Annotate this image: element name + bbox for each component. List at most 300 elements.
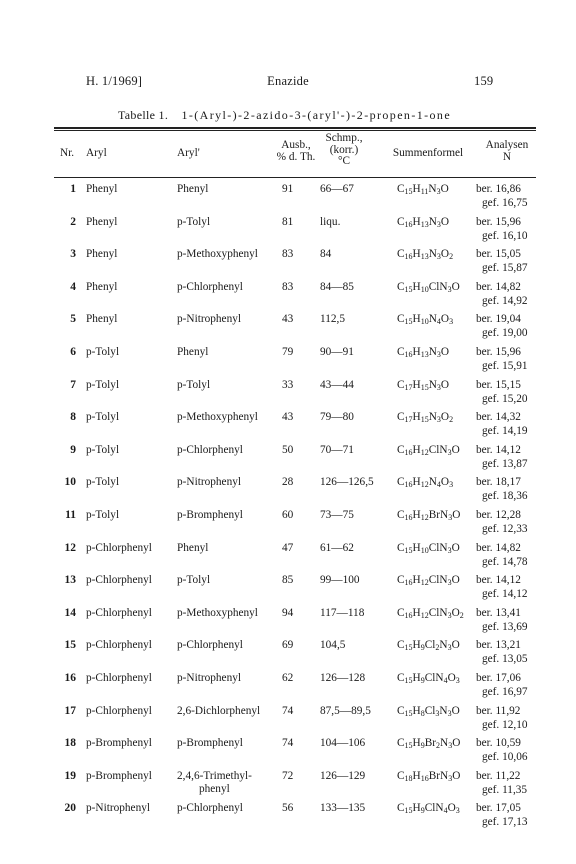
cell-aryl2 — [177, 313, 241, 327]
cell-nr: 12 — [64, 541, 76, 554]
cell-aryl: p-Tolyl — [86, 411, 120, 424]
cell-analysis-gef: gef. 14,19 — [482, 425, 528, 438]
table-row — [0, 542, 576, 574]
cell-aryl2-line: Phenyl — [177, 346, 209, 358]
cell-aryl2 — [177, 444, 243, 458]
formula-subscript: 3 — [455, 676, 460, 685]
cell-aryl: p-Chlorphenyl — [86, 672, 152, 684]
cell-analysis-gef: gef. 18,36 — [482, 490, 528, 503]
formula-element: H — [412, 248, 421, 261]
cell-nr: 20 — [64, 802, 76, 815]
cell-analysis-ber: ber. 11,22 — [476, 769, 521, 782]
formula-element: ClN — [428, 280, 448, 293]
cell-ausb: 94 — [282, 606, 294, 619]
cell-ausb: 62 — [282, 672, 294, 684]
formula-element: C — [397, 704, 405, 717]
formula-subscript: 12 — [420, 513, 429, 522]
cell-schmp: 84 — [320, 248, 332, 261]
formula-subscript: 15 — [404, 676, 413, 685]
formula-element: N — [428, 411, 437, 424]
formula-element: O — [451, 704, 460, 717]
table-row — [0, 607, 576, 639]
formula-subscript: 16 — [404, 219, 413, 229]
cell-schmp: 43—44 — [320, 378, 354, 391]
col-header-ausb-line2: % d. Th. — [276, 150, 316, 163]
formula-element: C — [397, 346, 405, 358]
formula-subscript: 3 — [448, 513, 453, 522]
formula-element: N — [428, 346, 437, 358]
formula-subscript: 13 — [420, 350, 429, 359]
cell-formula — [397, 509, 460, 521]
cell-nr: 4 — [70, 280, 76, 293]
cell-aryl2 — [177, 509, 243, 523]
cell-analysis-gef: gef. 15,91 — [482, 360, 528, 372]
cell-aryl2 — [177, 672, 241, 686]
formula-subscript: 12 — [420, 447, 429, 457]
cell-analysis-gef: gef. 16,75 — [482, 197, 528, 209]
cell-aryl2-line: p-Nitrophenyl — [177, 313, 242, 326]
cell-aryl: Phenyl — [86, 248, 118, 261]
cell-schmp: 112,5 — [320, 313, 345, 326]
cell-analysis-gef: gef. 12,33 — [482, 523, 528, 535]
formula-element: BrN — [428, 509, 449, 521]
cell-formula — [397, 542, 460, 554]
cell-ausb: 60 — [282, 509, 294, 521]
cell-ausb: 74 — [282, 704, 294, 717]
formula-element: O — [451, 606, 460, 619]
col-header-formel: Summenformel — [392, 147, 464, 159]
formula-element: O — [447, 802, 456, 815]
cell-aryl2 — [177, 705, 260, 719]
cell-aryl2 — [177, 183, 208, 197]
table-row — [0, 183, 576, 215]
cell-aryl: p-Bromphenyl — [86, 769, 152, 782]
cell-formula — [397, 281, 460, 293]
formula-element: C — [397, 248, 405, 261]
formula-element: N — [428, 215, 437, 228]
cell-schmp: 104—106 — [320, 737, 366, 750]
formula-element: C — [397, 378, 405, 391]
cell-ausb: 91 — [282, 183, 294, 195]
col-header-schmp-line3: °C — [337, 155, 351, 167]
cell-aryl: Phenyl — [86, 313, 118, 326]
formula-subscript: 16 — [404, 350, 413, 359]
cell-schmp: 104,5 — [320, 639, 346, 652]
formula-element: N — [428, 183, 437, 195]
cell-schmp: 79—80 — [320, 411, 354, 424]
formula-element: O — [440, 346, 450, 358]
formula-element: N — [439, 639, 448, 652]
cell-ausb: 47 — [282, 541, 294, 554]
cell-nr: 13 — [64, 574, 76, 587]
cell-schmp: liqu. — [320, 215, 341, 228]
formula-subscript: 3 — [447, 284, 452, 294]
formula-element: O — [440, 183, 449, 195]
cell-formula — [397, 574, 460, 586]
formula-element: H — [412, 574, 421, 587]
cell-analysis-gef: gef. 16,10 — [482, 229, 528, 242]
cell-aryl2-line: p-Nitrophenyl — [177, 672, 242, 684]
formula-element: O — [451, 541, 460, 554]
cell-nr: 14 — [64, 606, 76, 619]
table-top-rule — [54, 127, 536, 129]
formula-subscript: 4 — [443, 806, 448, 816]
formula-element: N — [428, 476, 437, 489]
cell-analysis-ber: ber. 18,17 — [476, 476, 521, 489]
formula-element: C — [397, 541, 405, 554]
formula-subscript: 9 — [420, 741, 425, 751]
formula-element: Cl — [424, 639, 436, 652]
cell-formula — [397, 411, 453, 423]
cell-analysis-ber: ber. 14,12 — [476, 574, 521, 587]
cell-formula — [397, 313, 453, 325]
cell-schmp: 99—100 — [320, 574, 360, 587]
formula-element: C — [397, 574, 405, 587]
formula-element: H — [412, 541, 421, 554]
formula-subscript: 2 — [449, 252, 454, 262]
cell-formula — [397, 737, 460, 749]
cell-aryl2 — [177, 379, 210, 393]
formula-element: H — [412, 183, 421, 195]
formula-subscript: 17 — [404, 382, 413, 392]
formula-subscript: 16 — [404, 578, 413, 588]
formula-element: BrN — [428, 769, 449, 782]
cell-ausb: 28 — [282, 476, 294, 489]
cell-analysis-ber: ber. 15,05 — [476, 248, 521, 261]
formula-element: H — [412, 704, 421, 717]
formula-element: Cl — [424, 704, 436, 717]
formula-element: ClN — [424, 802, 444, 815]
cell-aryl: p-Tolyl — [86, 509, 120, 521]
cell-aryl2-line: p-Bromphenyl — [177, 737, 243, 750]
formula-subscript: 15 — [404, 545, 413, 555]
cell-analysis-gef: gef. 14,12 — [482, 588, 528, 601]
cell-nr: 9 — [70, 443, 76, 456]
cell-nr: 7 — [70, 378, 76, 391]
cell-nr: 11 — [65, 509, 76, 521]
cell-schmp: 117—118 — [320, 606, 365, 619]
cell-schmp: 70—71 — [320, 443, 354, 456]
cell-aryl2-line: 2,4,6-Trimethyl- — [177, 769, 252, 782]
table-top-rule-thin — [54, 130, 536, 131]
formula-subscript: 16 — [420, 773, 429, 783]
formula-subscript: 3 — [436, 219, 441, 229]
col-header-nr: Nr. — [59, 147, 75, 159]
formula-subscript: 3 — [436, 415, 441, 425]
cell-aryl2-line: p-Chlorphenyl — [177, 443, 243, 456]
cell-aryl2 — [177, 542, 208, 556]
formula-subscript: 3 — [447, 578, 452, 588]
formula-subscript: 12 — [420, 610, 429, 620]
table-row — [0, 346, 576, 378]
formula-subscript: 16 — [404, 447, 413, 457]
cell-schmp: 61—62 — [320, 541, 354, 554]
cell-analysis-gef: gef. 13,87 — [482, 457, 528, 470]
formula-element: Br — [424, 737, 437, 750]
formula-subscript: 12 — [420, 480, 429, 490]
formula-subscript: 2 — [435, 643, 440, 653]
cell-aryl2-line: p-Nitrophenyl — [177, 476, 242, 489]
formula-element: O — [440, 411, 450, 424]
cell-nr: 5 — [70, 313, 76, 326]
cell-formula — [397, 672, 460, 684]
cell-analysis-gef: gef. 19,00 — [482, 327, 528, 340]
table-row — [0, 672, 576, 704]
formula-subscript: 9 — [420, 806, 425, 816]
formula-subscript: 15 — [404, 284, 413, 294]
formula-element: C — [397, 802, 405, 815]
formula-subscript: 10 — [420, 284, 429, 294]
cell-aryl: p-Tolyl — [86, 443, 120, 456]
cell-aryl2 — [177, 476, 241, 490]
formula-subscript: 8 — [420, 708, 425, 718]
cell-aryl: p-Chlorphenyl — [86, 639, 152, 652]
table-row — [0, 737, 576, 769]
col-header-schmp-line1: Schmp., — [325, 132, 363, 144]
cell-aryl: Phenyl — [86, 183, 118, 195]
formula-subscript: 3 — [447, 447, 452, 457]
cell-analysis-gef: gef. 16,97 — [482, 686, 528, 698]
cell-aryl2 — [177, 607, 258, 621]
table-header-rule — [54, 177, 536, 178]
formula-element: C — [397, 183, 405, 195]
cell-schmp: 73—75 — [320, 509, 354, 521]
formula-element: O — [440, 313, 450, 326]
formula-subscript: 3 — [436, 252, 441, 262]
formula-subscript: 13 — [420, 252, 429, 262]
cell-formula — [397, 379, 449, 391]
cell-analysis-ber: ber. 13,21 — [476, 639, 521, 652]
cell-formula — [397, 444, 460, 456]
cell-ausb: 72 — [282, 769, 294, 782]
cell-ausb: 74 — [282, 737, 294, 750]
cell-ausb: 50 — [282, 443, 294, 456]
formula-element: H — [412, 639, 421, 652]
formula-element: O — [452, 737, 461, 750]
formula-element: H — [412, 443, 421, 456]
table-row — [0, 770, 576, 802]
cell-formula — [397, 216, 449, 228]
cell-analysis-ber: ber. 16,86 — [476, 183, 521, 195]
formula-subscript: 3 — [436, 382, 441, 392]
formula-subscript: 15 — [404, 741, 413, 751]
formula-subscript: 3 — [447, 610, 452, 620]
cell-ausb: 83 — [282, 280, 294, 293]
cell-nr: 1 — [70, 183, 76, 195]
formula-element: C — [397, 639, 405, 652]
table-row — [0, 411, 576, 443]
cell-analysis-ber: ber. 12,28 — [476, 509, 521, 521]
formula-subscript: 2 — [436, 741, 441, 751]
formula-element: H — [412, 215, 421, 228]
formula-element: N — [440, 737, 449, 750]
formula-element: O — [451, 280, 460, 293]
formula-element: C — [397, 411, 405, 424]
formula-subscript: 9 — [420, 676, 425, 685]
col-header-analysen-line2: N — [502, 150, 512, 163]
formula-subscript: 10 — [420, 317, 429, 327]
formula-subscript: 3 — [448, 741, 453, 751]
cell-schmp: 126—128 — [320, 672, 366, 684]
formula-subscript: 3 — [447, 708, 452, 718]
cell-aryl: p-Nitrophenyl — [86, 802, 151, 815]
cell-nr: 8 — [70, 411, 76, 424]
formula-subscript: 3 — [436, 350, 441, 359]
formula-element: O — [440, 215, 450, 228]
formula-subscript: 15 — [404, 708, 413, 718]
cell-formula — [397, 607, 464, 619]
cell-schmp: 87,5—89,5 — [320, 704, 371, 717]
cell-aryl: p-Tolyl — [86, 476, 120, 489]
formula-element: H — [412, 802, 421, 815]
formula-subscript: 17 — [404, 415, 413, 425]
formula-subscript: 4 — [436, 480, 441, 490]
cell-analysis-gef: gef. 10,06 — [482, 751, 528, 764]
formula-subscript: 9 — [420, 643, 425, 653]
formula-element: H — [412, 313, 421, 326]
formula-subscript: 3 — [449, 480, 454, 490]
cell-ausb: 56 — [282, 802, 294, 815]
cell-aryl: p-Tolyl — [86, 378, 120, 391]
formula-element: H — [412, 769, 421, 782]
formula-element: N — [428, 313, 437, 326]
cell-analysis-ber: ber. 10,59 — [476, 737, 521, 750]
formula-subscript: 15 — [420, 415, 429, 425]
col-header-ausb-line1: Ausb., — [281, 139, 311, 151]
cell-nr: 6 — [70, 346, 76, 358]
table-row — [0, 509, 576, 541]
formula-element: N — [439, 704, 448, 717]
table-row — [0, 379, 576, 411]
cell-aryl2-line: p-Tolyl — [177, 378, 211, 391]
formula-element: C — [397, 476, 405, 489]
formula-element: ClN — [428, 574, 448, 587]
cell-formula — [397, 476, 453, 488]
cell-aryl: Phenyl — [86, 215, 118, 228]
cell-formula — [397, 183, 449, 195]
cell-analysis-ber: ber. 19,04 — [476, 313, 521, 326]
cell-ausb: 33 — [282, 378, 294, 391]
cell-nr: 18 — [64, 737, 76, 750]
cell-analysis-gef: gef. 13,69 — [482, 620, 528, 633]
formula-element: C — [397, 672, 405, 684]
cell-analysis-ber: ber. 15,96 — [476, 346, 521, 358]
formula-element: O — [440, 378, 450, 391]
formula-element: H — [412, 737, 421, 750]
formula-element: H — [412, 378, 421, 391]
cell-schmp: 84—85 — [320, 280, 354, 293]
cell-aryl2-line: phenyl — [199, 783, 230, 796]
cell-aryl2-line: 2,6-Dichlorphenyl — [177, 704, 261, 717]
cell-formula — [397, 802, 460, 814]
cell-aryl: Phenyl — [86, 280, 118, 293]
formula-element: C — [397, 606, 405, 619]
formula-element: H — [412, 476, 421, 489]
page-number: 159 — [474, 74, 494, 88]
cell-analysis-ber: ber. 14,82 — [476, 541, 521, 554]
cell-nr: 17 — [64, 704, 76, 717]
formula-subscript: 3 — [449, 317, 454, 327]
formula-element: ClN — [424, 672, 444, 684]
col-header-analysen — [476, 140, 538, 163]
formula-subscript: 18 — [404, 773, 413, 783]
formula-element: ClN — [428, 541, 448, 554]
cell-formula — [397, 770, 460, 782]
formula-subscript: 13 — [420, 219, 429, 229]
cell-aryl2-line: p-Chlorphenyl — [177, 802, 243, 815]
running-head-title: Enazide — [267, 74, 309, 88]
cell-analysis-ber: ber. 15,96 — [476, 215, 521, 228]
cell-ausb: 85 — [282, 574, 294, 587]
cell-ausb: 83 — [282, 248, 294, 261]
cell-aryl2 — [177, 216, 210, 230]
formula-element: C — [397, 737, 405, 750]
cell-analysis-gef: gef. 15,20 — [482, 392, 528, 405]
col-header-schmp-line2: (korr.) — [329, 143, 359, 156]
formula-subscript: 11 — [420, 187, 429, 196]
formula-subscript: 2 — [459, 610, 464, 620]
cell-schmp: 66—67 — [320, 183, 354, 195]
cell-aryl2-line: p-Bromphenyl — [177, 509, 243, 521]
cell-aryl2 — [177, 411, 258, 425]
cell-analysis-gef: gef. 14,78 — [482, 555, 528, 568]
col-header-analysen-line1: Analysen — [485, 139, 529, 151]
formula-element: C — [397, 509, 405, 521]
cell-schmp: 133—135 — [320, 802, 366, 815]
cell-schmp: 126—129 — [320, 769, 366, 782]
cell-ausb: 81 — [282, 215, 294, 228]
cell-ausb: 79 — [282, 346, 294, 358]
cell-aryl2 — [177, 802, 243, 816]
formula-subscript: 3 — [435, 708, 440, 718]
col-header-ausb — [272, 140, 320, 163]
cell-analysis-ber: ber. 14,12 — [476, 443, 521, 456]
formula-subscript: 3 — [447, 545, 452, 555]
cell-ausb: 43 — [282, 411, 294, 424]
formula-subscript: 4 — [443, 676, 448, 685]
cell-analysis-gef: gef. 13,05 — [482, 653, 528, 666]
formula-element: ClN — [428, 606, 448, 619]
formula-element: O — [447, 672, 456, 684]
cell-aryl: p-Tolyl — [86, 346, 120, 358]
formula-subscript: 3 — [447, 643, 452, 653]
formula-element: N — [428, 378, 437, 391]
cell-analysis-ber: ber. 15,15 — [476, 378, 521, 391]
formula-element: ClN — [428, 443, 448, 456]
table-row — [0, 476, 576, 508]
table-row — [0, 574, 576, 606]
formula-element: H — [412, 606, 421, 619]
formula-element: H — [412, 411, 421, 424]
formula-element: N — [428, 248, 437, 261]
col-header-aryl2: Aryl' — [177, 147, 200, 159]
cell-analysis-gef: gef. 17,13 — [482, 816, 528, 829]
table-row — [0, 639, 576, 671]
cell-nr: 16 — [64, 672, 76, 684]
formula-element: C — [397, 215, 405, 228]
table-row — [0, 802, 576, 834]
formula-element: H — [412, 280, 421, 293]
cell-schmp: 126—126,5 — [320, 476, 374, 489]
cell-nr: 19 — [64, 769, 76, 782]
cell-analysis-ber: ber. 13,41 — [476, 606, 521, 619]
cell-aryl2 — [177, 574, 210, 588]
cell-ausb: 69 — [282, 639, 294, 652]
formula-element: C — [397, 280, 405, 293]
cell-aryl2-line: Phenyl — [177, 183, 209, 195]
formula-subscript: 15 — [404, 187, 413, 196]
cell-analysis-gef: gef. 11,35 — [482, 783, 528, 796]
